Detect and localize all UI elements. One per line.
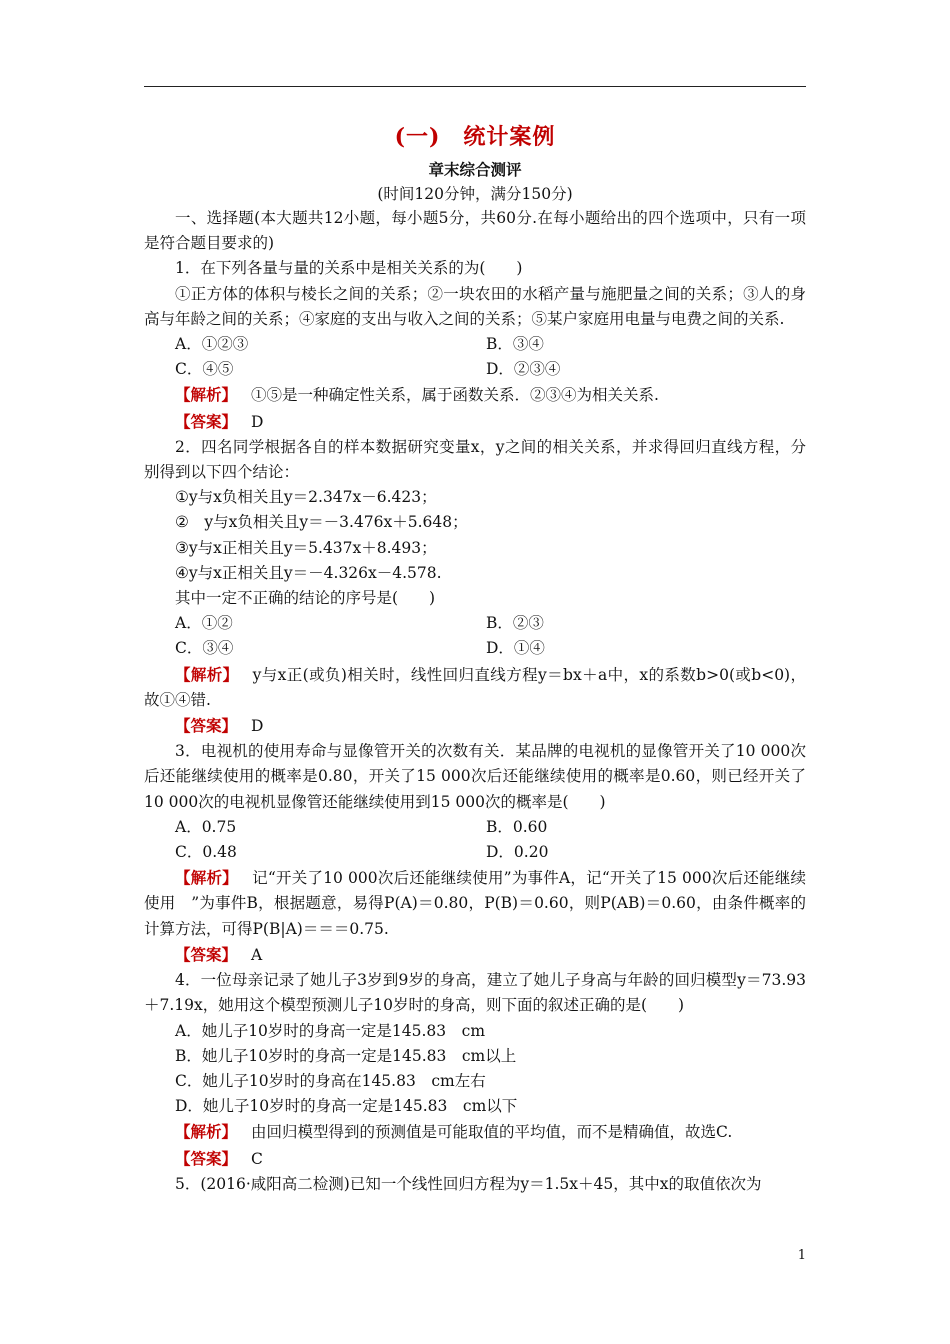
question-4-stem: 4．一位母亲记录了她儿子3岁到9岁的身高，建立了她儿子身高与年龄的回归模型y＝73.93＋7.19x，她用这个模型预测儿子10岁时的身高，则下面的叙述正确的是( ) bbox=[144, 971, 806, 1015]
question-3-answer bbox=[144, 942, 806, 968]
document-body bbox=[144, 206, 806, 1197]
question-3-options-cd bbox=[144, 840, 806, 865]
option-a: A．①②③ bbox=[175, 335, 249, 354]
question-3-analysis bbox=[144, 865, 806, 942]
option-d: D．0.20 bbox=[486, 843, 549, 862]
question-1-analysis bbox=[144, 382, 806, 408]
answer-text: A bbox=[251, 945, 263, 964]
option-d: D．她儿子10岁时的身高一定是145.83 cm以下 bbox=[175, 1097, 518, 1116]
question-3-options-ab bbox=[144, 815, 806, 840]
option-b: B．0.60 bbox=[486, 817, 548, 836]
option-c: C．③④ bbox=[175, 639, 234, 658]
answer-text: D bbox=[251, 412, 264, 431]
question-5-stem: 5．(2016·咸阳高二检测)已知一个线性回归方程为y＝1.5x＋45，其中x的取值依次为 bbox=[175, 1174, 762, 1193]
analysis-tag: 【解析】 bbox=[175, 868, 238, 888]
analysis-text: y与x正(或负)相关时，线性回归直线方程y＝bx＋a中，x的系数b>0(或b<0)，故①④错. bbox=[144, 665, 806, 709]
conclusion-3: ③y与x正相关且y＝5.437x＋8.493； bbox=[175, 538, 437, 557]
analysis-tag: 【解析】 bbox=[175, 664, 239, 684]
option-a: A．0.75 bbox=[175, 817, 237, 836]
page-title: (一) 统计案例 bbox=[394, 124, 556, 150]
analysis-text: ①⑤是一种确定性关系，属于函数关系．②③④为相关关系. bbox=[251, 386, 659, 405]
header-rule bbox=[144, 86, 806, 87]
answer-text: D bbox=[251, 717, 264, 736]
conclusion-2: ② y与x负相关且y＝－3.476x＋5.648； bbox=[175, 513, 468, 532]
answer-tag: 【答案】 bbox=[175, 411, 238, 431]
question-1-body: ①正方体的体积与棱长之间的关系；②一块农田的水稻产量与施肥量之间的关系；③人的身高与年龄之间的关系；④家庭的支出与收入之间的关系；⑤某户家庭用电量与电费之间的关系. bbox=[144, 284, 806, 328]
option-a: A．①② bbox=[175, 614, 233, 633]
analysis-tag: 【解析】 bbox=[175, 1122, 238, 1142]
question-1-options-cd bbox=[144, 357, 806, 382]
conclusion-1: ①y与x负相关且y＝2.347x－6.423； bbox=[175, 488, 437, 507]
page-number: 1 bbox=[797, 1248, 806, 1263]
question-2-options-ab bbox=[144, 611, 806, 636]
answer-tag: 【答案】 bbox=[175, 1148, 238, 1168]
question-1-stem: 1．在下列各量与量的关系中是相关关系的为( ) bbox=[175, 259, 523, 278]
option-c: C．她儿子10岁时的身高在145.83 cm左右 bbox=[175, 1071, 486, 1090]
option-b: B．③④ bbox=[486, 335, 544, 354]
question-2-options-cd bbox=[144, 636, 806, 661]
option-b: B．她儿子10岁时的身高一定是145.83 cm以上 bbox=[175, 1046, 517, 1065]
analysis-text: 记“开关了10 000次后还能继续使用”为事件A，记“开关了15 000次后还能继续使用 ”为事件B，根据题意，易得P(A)＝0.80，P(B)＝0.60，则P(AB)＝0.60，由条件概率的计算方法，可得P(B|A)＝＝＝0.75. bbox=[144, 869, 806, 938]
question-1-options-ab bbox=[144, 332, 806, 357]
answer-tag: 【答案】 bbox=[175, 944, 238, 964]
option-c: C．0.48 bbox=[175, 843, 237, 862]
answer-text: C bbox=[251, 1149, 263, 1168]
question-2-ask: 其中一定不正确的结论的序号是( ) bbox=[175, 589, 436, 608]
option-c: C．④⑤ bbox=[175, 360, 234, 379]
question-2-answer bbox=[144, 713, 806, 739]
option-d: D．①④ bbox=[486, 639, 545, 658]
question-1-answer bbox=[144, 409, 806, 435]
option-d: D．②③④ bbox=[486, 360, 561, 379]
analysis-tag: 【解析】 bbox=[175, 385, 238, 405]
exam-meta: (时间120分钟，满分150分) bbox=[377, 185, 573, 203]
question-4-answer bbox=[144, 1146, 806, 1172]
conclusion-4: ④y与x正相关且y＝－4.326x－4.578. bbox=[175, 563, 442, 582]
question-2-analysis bbox=[144, 662, 806, 713]
question-2-stem: 2．四名同学根据各自的样本数据研究变量x，y之间的相关关系，并求得回归直线方程，分别得到以下四个结论： bbox=[144, 437, 806, 482]
option-a: A．她儿子10岁时的身高一定是145.83 cm bbox=[175, 1021, 486, 1040]
answer-tag: 【答案】 bbox=[175, 716, 238, 736]
analysis-text: 由回归模型得到的预测值是可能取值的平均值，而不是精确值，故选C. bbox=[251, 1123, 733, 1142]
page-subtitle: 章末综合测评 bbox=[428, 160, 522, 179]
question-3-stem: 3．电视机的使用寿命与显像管开关的次数有关．某品牌的电视机的显像管开关了10 000次后还能继续使用的概率是0.80，开关了15 000次后还能继续使用的概率是0.60，则已经开关了10 000次的电视机显像管还能继续使用到15 000次的概率是( ) bbox=[144, 742, 806, 811]
section-heading: 一、选择题(本大题共12小题，每小题5分，共60分.在每小题给出的四个选项中，只有一项是符合题目要求的) bbox=[144, 209, 806, 253]
question-4-analysis bbox=[144, 1119, 806, 1145]
option-b: B．②③ bbox=[486, 614, 544, 633]
